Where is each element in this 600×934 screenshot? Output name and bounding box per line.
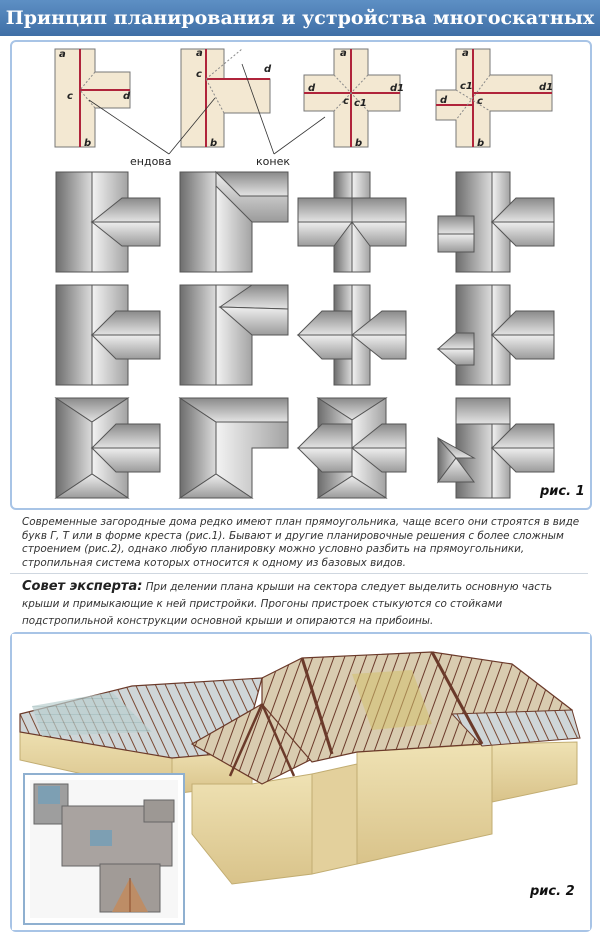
roof-cross-full-hip <box>298 398 406 498</box>
figure-2-illustration <box>12 634 590 930</box>
figure-1-illustration <box>12 42 590 508</box>
plan-cross-b <box>436 49 552 147</box>
letter-a: a <box>340 48 347 59</box>
figure-1-label: рис. 1 <box>540 484 585 499</box>
roof-l-gable <box>180 172 288 272</box>
figure-2-label: рис. 2 <box>530 884 575 899</box>
letter-d: d <box>440 95 448 106</box>
letter-c: c <box>477 96 483 107</box>
letter-b: b <box>477 138 485 149</box>
letter-c1: c1 <box>460 81 473 92</box>
roof-t-full-hip <box>56 398 160 498</box>
page-title: Принцип планирования и устройства многоскатных <box>5 7 595 29</box>
roof-diagrams <box>56 172 554 498</box>
figure-2-panel <box>10 632 592 932</box>
roof-cross-hip-wings <box>298 285 406 385</box>
callout-valley: ендова <box>130 155 172 168</box>
inset-roof-plan <box>24 774 184 924</box>
roof-cross-offset-full-hip <box>438 398 554 498</box>
letter-a: a <box>462 48 469 59</box>
plan-l <box>181 49 270 147</box>
letter-a: a <box>59 49 66 60</box>
expert-tip-heading: Совет эксперта: <box>22 579 143 594</box>
roof-l-hip-wing <box>180 285 288 385</box>
description-paragraph: Современные загородные дома редко имеют план прямоугольника, чаще всего они строятся в виде букв Г, Т или в форме креста (рис.1). Бывают и другие планировочные решения с более сложным строением (рис.2), однако любую планировку можно условно разбить на прямоугольники, стропильная система которых относится к одному из базовых видов. <box>22 516 580 569</box>
expert-tip <box>22 578 584 630</box>
letter-d: d <box>264 64 272 75</box>
letter-d1: d1 <box>539 82 554 93</box>
letter-c: c <box>343 96 349 107</box>
letter-b: b <box>210 138 218 149</box>
letter-d1: d1 <box>390 83 405 94</box>
roof-cross-gable <box>298 172 406 272</box>
divider <box>10 573 588 574</box>
figure-1-panel <box>10 40 592 510</box>
plan-cross-a <box>304 49 400 147</box>
roof-l-full-hip <box>180 398 288 498</box>
roof-t-hip-wing <box>56 285 160 385</box>
letter-d: d <box>308 83 316 94</box>
roof-t-gable <box>56 172 160 272</box>
callout-ridge: конек <box>256 155 290 168</box>
letter-c: c <box>196 69 202 80</box>
expert-tip-text: При делении плана крыши на сектора следует выделить основную часть крыши и примыкающие к ней пристройки. Прогоны пристроек стыкуются со стойками подстропильной конструкции основной крыши и опираются на прибоины. <box>22 581 553 627</box>
letter-a: a <box>196 48 203 59</box>
letter-b: b <box>84 138 92 149</box>
roof-cross-offset <box>438 172 554 272</box>
letter-c1: c1 <box>354 98 367 109</box>
roof-cross-offset-hip <box>438 285 554 385</box>
letter-d: d <box>123 91 131 102</box>
letter-b: b <box>355 138 363 149</box>
letter-c: c <box>67 91 73 102</box>
